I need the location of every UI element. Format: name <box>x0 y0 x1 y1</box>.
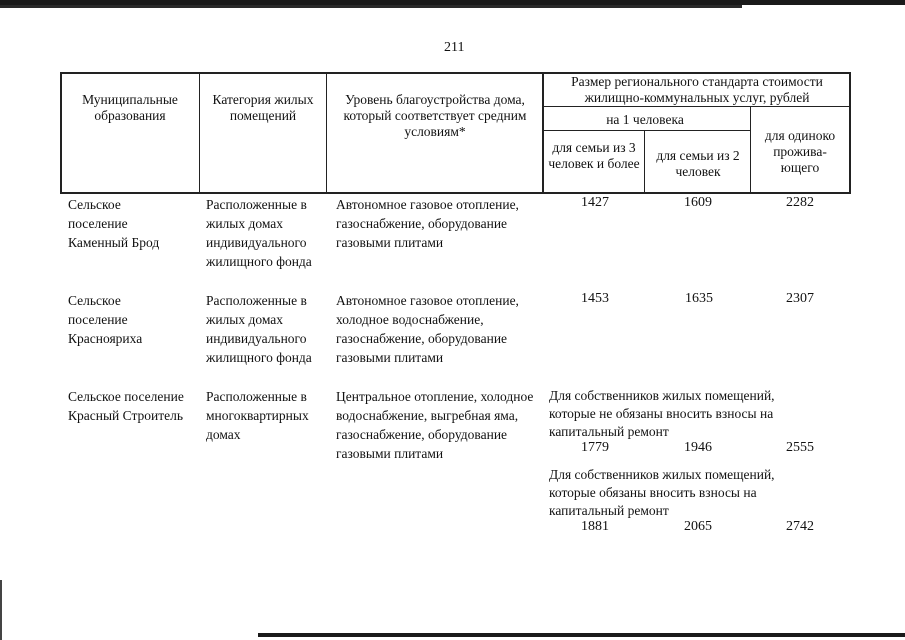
row3-note1: Для собственников жилых помещений, которые не обязаны вносить взносы на капитальный ремонт <box>549 388 775 439</box>
scan-edge-left <box>0 580 2 640</box>
row2-single: 2307 <box>786 291 814 306</box>
row2-family3: 1453 <box>581 291 609 306</box>
row2-category: Расположенные в жилых домах индивидуального жилищного фонда <box>206 293 312 365</box>
row1-family2: 1609 <box>684 195 712 210</box>
scan-edge-bottom <box>258 633 905 637</box>
row1-family3: 1427 <box>581 195 609 210</box>
table-col-divider-1 <box>199 72 200 194</box>
table-header-bottom-border <box>60 192 850 194</box>
header-improvement: Уровень благоустройства дома, который соответствует средним условиям* <box>343 92 527 139</box>
header-category: Категория жилых помещений <box>212 92 314 123</box>
table-col-divider-2 <box>326 72 327 194</box>
row3-category: Расположенные в многоквартирных домах <box>206 389 309 442</box>
row3-municipality: Сельское поселение Красный Строитель <box>68 389 184 423</box>
row3-note1-single: 2555 <box>786 440 814 455</box>
header-family2: для семьи из 2 человек <box>656 148 740 179</box>
row3-note2-family2: 2065 <box>684 519 712 534</box>
table-col-divider-3 <box>542 72 544 194</box>
header-per-person: на 1 человека <box>606 112 684 127</box>
family-col-divider <box>644 130 645 193</box>
page-number: 211 <box>444 40 465 55</box>
per-person-subheader-line <box>542 130 751 131</box>
standard-subheader-line <box>542 106 850 107</box>
row3-note2-single: 2742 <box>786 519 814 534</box>
row3-note1-family2: 1946 <box>684 440 712 455</box>
row1-category: Расположенные в жилых домах индивидуального жилищного фонда <box>206 197 312 269</box>
header-standard-size: Размер регионального стандарта стоимости жилищно-коммунальных услуг, рублей <box>571 74 823 105</box>
header-single: для одиноко прожива-ющего <box>764 128 836 175</box>
single-col-divider <box>750 106 751 193</box>
table-right-border <box>849 72 851 194</box>
scan-edge-top-inner <box>0 5 742 8</box>
row3-note2-family3: 1881 <box>581 519 609 534</box>
header-municipality: Муниципальные образования <box>82 92 178 123</box>
row1-single: 2282 <box>786 195 814 210</box>
table-left-border <box>60 72 62 194</box>
row3-note2: Для собственников жилых помещений, которые обязаны вносить взносы на капитальный ремонт <box>549 467 775 518</box>
row2-improvement: Автономное газовое отопление, холодное водоснабжение, газоснабжение, оборудование газовыми плитами <box>336 293 519 365</box>
header-family3: для семьи из 3 человек и более <box>548 140 640 171</box>
row1-municipality: Сельское поселение Каменный Брод <box>68 197 160 250</box>
row2-municipality: Сельское поселение Краснояриха <box>68 293 143 346</box>
row1-improvement: Автономное газовое отопление, газоснабжение, оборудование газовыми плитами <box>336 197 519 250</box>
row2-family2: 1635 <box>685 291 713 306</box>
row3-improvement: Центральное отопление, холодное водоснабжение, выгребная яма, газоснабжение, оборудование газовыми плитами <box>336 389 534 461</box>
row3-note1-family3: 1779 <box>581 440 609 455</box>
